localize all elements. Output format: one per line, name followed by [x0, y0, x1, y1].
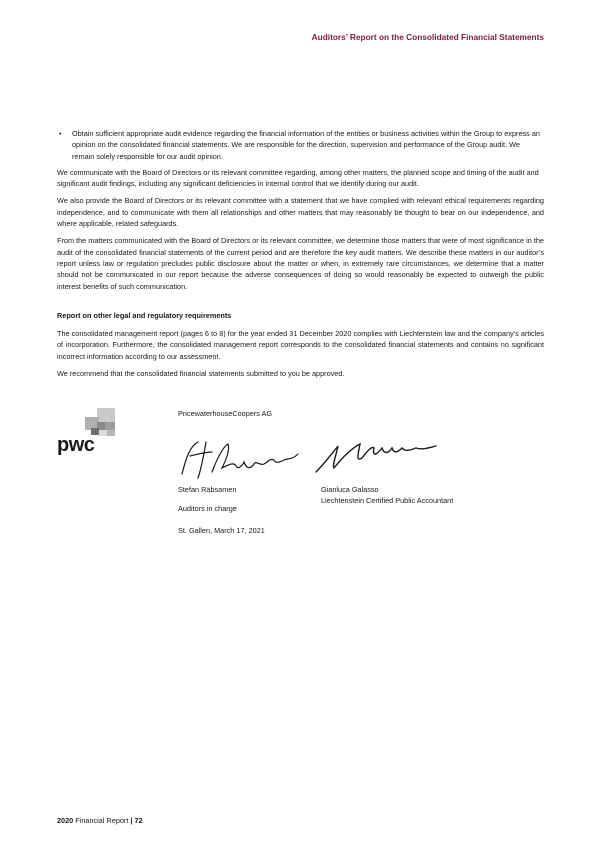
company-name: PricewaterhouseCoopers AG: [178, 409, 273, 418]
pwc-logo-text: pwc: [57, 434, 95, 456]
paragraph: We recommend that the consolidated financial statements submitted to you be approved.: [57, 369, 345, 379]
footer-page-number: | 72: [130, 816, 143, 825]
paragraph: From the matters communicated with the Board of Directors or its relevant committee, we determine those matters that were of most significance in the audit of the consolidated financial statements of the current period and are therefore the key audit matters. We describe these matters in our auditor’s report unless law or regulation precludes public disclosure about the matter or when, in extremely rare circumstances, we determine that a matter should not be communicated in our report because the adverse consequences of doing so would reasonably be expected to outweigh the public interest benefits of such communication.: [57, 236, 544, 291]
paragraph: We also provide the Board of Directors or its relevant committee with a statement that we have complied with relevant ethical requirements regarding independence, and to communicate with them all relationships and other matters that may reasonably be thought to bear on our independence, and where applicable, related safeguards.: [57, 196, 544, 229]
bullet-text: Obtain sufficient appropriate audit evidence regarding the financial information of the entities or business activities within the Group to express an opinion on the consolidated financial statements. We are responsible for the direction, supervision and performance of the Group audit. We remain solely responsible for our audit opinion.: [72, 129, 540, 161]
signature-galasso: [312, 438, 442, 478]
paragraph: We communicate with the Board of Directors or its relevant committee regarding, among other matters, the planned scope and timing of the audit and significant audit findings, including any significant deficiencies in internal control that we identify during our audit.: [57, 167, 539, 189]
bullet-icon: •: [59, 129, 62, 138]
footer-year: 2020: [57, 816, 74, 825]
signer-role: Auditors in charge: [178, 504, 237, 513]
list-item: [57, 128, 544, 162]
signer-role: Liechtenstein Certified Public Accountant: [321, 496, 454, 505]
signer-name: Gianluca Galasso: [321, 485, 379, 494]
section-heading: Report on other legal and regulatory requirements: [57, 310, 232, 320]
signature-raebsamen: [172, 436, 302, 482]
paragraph: The consolidated management report (pages 6 to 8) for the year ended 31 December 2020 complies with Liechtenstein law and the company’s articles of incorporation. Furthermore, the consolidated management report corresponds to the consolidated financial statements and contains no significant incorrect information according to our assessment.: [57, 329, 544, 361]
place-date: St. Gallen, March 17, 2021: [178, 526, 265, 535]
page-footer: [57, 816, 143, 825]
pwc-logo: [57, 408, 117, 456]
signer-galasso: [321, 484, 453, 506]
header-title: Auditors’ Report on the Consolidated Financial Statements: [311, 32, 544, 42]
signer-raebsamen: [178, 484, 237, 514]
report-body: [57, 128, 544, 385]
signer-name: Stefan Räbsamen: [178, 485, 237, 494]
footer-label: Financial Report: [73, 816, 131, 825]
